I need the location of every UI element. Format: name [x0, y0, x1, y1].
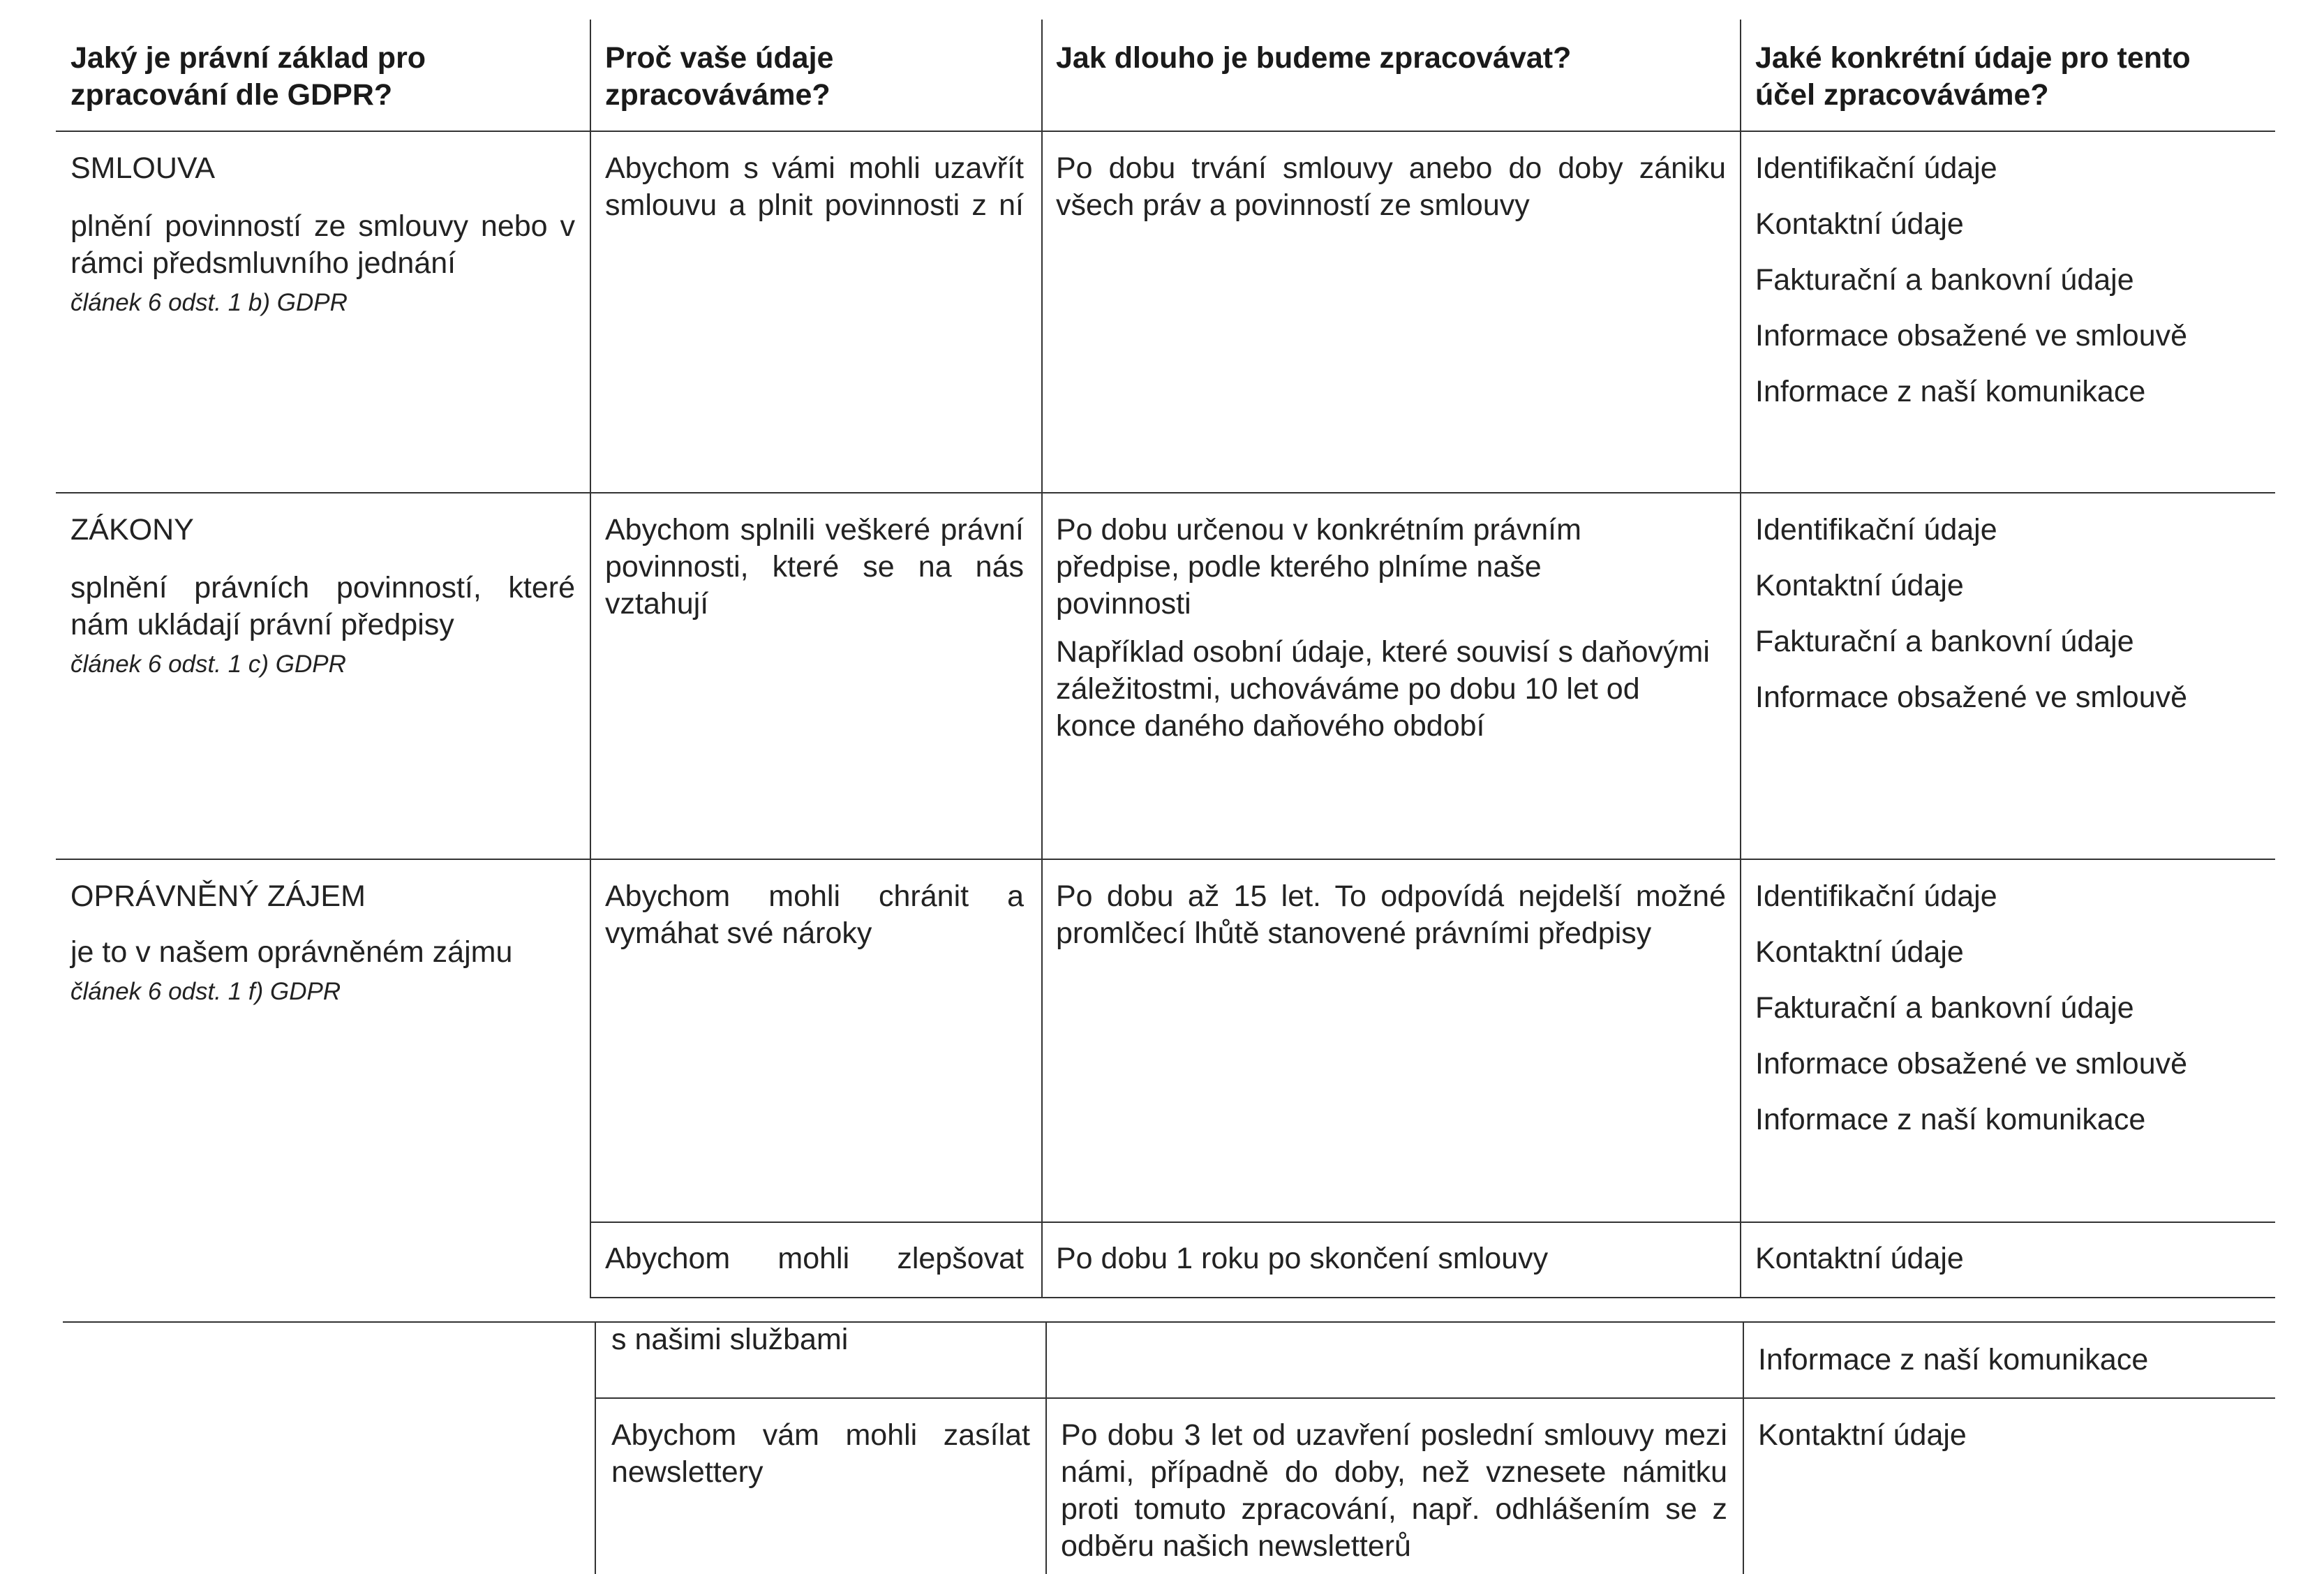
- header-purpose: Proč vaše údaje zpracováváme?: [605, 41, 834, 112]
- gdpr-article-reference: článek 6 odst. 1 b) GDPR: [70, 289, 348, 316]
- legal-basis-cell: [70, 512, 575, 680]
- data-item: Identifikační údaje: [1755, 513, 1997, 547]
- row-divider: [63, 1321, 2275, 1323]
- data-item: Informace obsažené ve smlouvě: [1755, 681, 2188, 714]
- purpose-continuation: s našimi službami: [611, 1323, 849, 1356]
- row-divider: [56, 492, 2275, 493]
- gdpr-article-reference: článek 6 odst. 1 f) GDPR: [70, 978, 341, 1005]
- duration-cell: Po dobu 1 roku po skončení smlouvy: [1056, 1242, 1549, 1275]
- data-item: Fakturační a bankovní údaje: [1755, 263, 2134, 297]
- row-divider: [590, 1222, 2275, 1223]
- data-items-cell: [1755, 878, 2272, 1157]
- data-item: Fakturační a bankovní údaje: [1755, 991, 2134, 1025]
- column-divider: [590, 20, 591, 1297]
- basis-title: ZÁKONY: [70, 513, 194, 547]
- data-item: Informace z naší komunikace: [1755, 1103, 2146, 1136]
- data-items-cell: [1755, 150, 2272, 429]
- data-item: Kontaktní údaje: [1755, 1242, 1964, 1275]
- data-item: Kontaktní údaje: [1755, 935, 1964, 969]
- purpose-cell: Abychom splnili veškeré právní povinnosti, které se na nás vztahují: [605, 513, 1024, 621]
- duration-note: Například osobní údaje, které souvisí s daňovými záležitostmi, uchováváme po dobu 10 let od konce daného daňového období: [1056, 635, 1710, 743]
- row-divider: [56, 131, 2275, 132]
- legal-basis-cell: [70, 878, 575, 1007]
- basis-description: plnění povinností ze smlouvy nebo v rámci předsmluvního jednání: [70, 209, 575, 280]
- data-item: Informace obsažené ve smlouvě: [1755, 319, 2188, 352]
- legal-basis-cell: [70, 150, 575, 318]
- header-duration: Jak dlouho je budeme zpracovávat?: [1056, 41, 1572, 75]
- data-item: Kontaktní údaje: [1755, 569, 1964, 602]
- column-divider: [1041, 20, 1043, 1297]
- data-item: Informace z naší komunikace: [1755, 375, 2146, 408]
- data-item: Informace obsažené ve smlouvě: [1755, 1047, 2188, 1081]
- data-item: Fakturační a bankovní údaje: [1755, 625, 2134, 658]
- duration-cell: Po dobu 3 let od uzavření poslední smlouvy mezi námi, případně do doby, než vznesete námitku proti tomuto zpracování, např. odhlášením se z odběru našich newsletterů: [1061, 1418, 1727, 1563]
- purpose-cell: Abychom mohli chránit a vymáhat své nároky: [605, 879, 1024, 950]
- basis-description: je to v našem oprávněném zájmu: [70, 935, 513, 969]
- data-item: Identifikační údaje: [1755, 151, 1997, 185]
- basis-title: OPRÁVNĚNÝ ZÁJEM: [70, 879, 366, 913]
- gdpr-article-reference: článek 6 odst. 1 c) GDPR: [70, 651, 346, 678]
- duration-text: Po dobu určenou v konkrétním právním předpise, podle kterého plníme naše povinnosti: [1056, 513, 1581, 621]
- data-item: Identifikační údaje: [1755, 879, 1997, 913]
- column-divider: [1740, 20, 1741, 1297]
- purpose-cell: Abychom mohli zlepšovat: [605, 1242, 1024, 1275]
- basis-description: splnění právních povinností, které nám ukládají právní předpisy: [70, 571, 575, 641]
- duration-cell: [1056, 512, 1726, 745]
- duration-cell: Po dobu až 15 let. To odpovídá nejdelší možné promlčecí lhůtě stanovené právními předpisy: [1056, 879, 1726, 950]
- data-item: Kontaktní údaje: [1758, 1418, 1967, 1452]
- header-data-categories: Jaké konkrétní údaje pro tento účel zpracováváme?: [1755, 41, 2191, 112]
- duration-cell: Po dobu trvání smlouvy anebo do doby zániku všech práv a povinností ze smlouvy: [1056, 151, 1726, 222]
- data-item: Informace z naší komunikace: [1758, 1343, 2149, 1376]
- purpose-cell: Abychom vám mohli zasílat newslettery: [611, 1418, 1030, 1489]
- column-divider: [1743, 1321, 1744, 1574]
- basis-title: SMLOUVA: [70, 151, 216, 185]
- data-items-cell: [1755, 512, 2272, 735]
- column-divider: [595, 1321, 596, 1574]
- purpose-cell: Abychom s vámi mohli uzavřít smlouvu a plnit povinnosti z ní: [605, 151, 1024, 222]
- row-divider: [590, 1297, 2275, 1298]
- row-divider: [56, 859, 2275, 860]
- header-legal-basis: Jaký je právní základ pro zpracování dle GDPR?: [70, 41, 426, 112]
- data-item: Kontaktní údaje: [1755, 207, 1964, 241]
- column-divider: [1045, 1321, 1047, 1574]
- row-divider: [595, 1397, 2275, 1399]
